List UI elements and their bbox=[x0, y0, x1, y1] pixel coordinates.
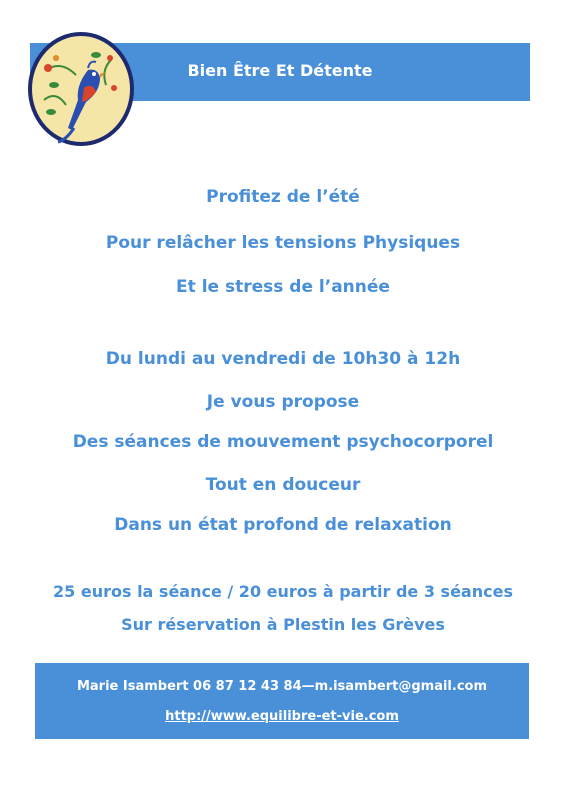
pricing-line: 25 euros la séance / 20 euros à partir de 3 séances bbox=[53, 582, 513, 601]
contact-info: Marie Isambert 06 87 12 43 84—m.isambert@gmail.com bbox=[76, 679, 488, 694]
intro-line-2: Pour relâcher les tensions Physiques bbox=[105, 233, 461, 253]
intro-line-1: Profitez de l’été bbox=[206, 187, 360, 207]
details-line-5: Dans un état profond de relaxation bbox=[114, 515, 452, 535]
details-line-4: Tout en douceur bbox=[205, 475, 361, 495]
bird-logo-icon bbox=[26, 30, 136, 148]
details-line-1: Du lundi au vendredi de 10h30 à 12h bbox=[105, 349, 461, 369]
header-title: Bien Être Et Détente bbox=[187, 61, 373, 80]
details-line-3: Des séances de mouvement psychocorporel bbox=[72, 432, 494, 452]
reservation-line: Sur réservation à Plestin les Grèves bbox=[121, 615, 445, 634]
intro-line-3: Et le stress de l’année bbox=[176, 277, 390, 297]
details-line-2: Je vous propose bbox=[206, 392, 360, 412]
contact-footer bbox=[35, 663, 529, 739]
website-link[interactable]: http://www.equilibre-et-vie.com bbox=[165, 709, 399, 724]
